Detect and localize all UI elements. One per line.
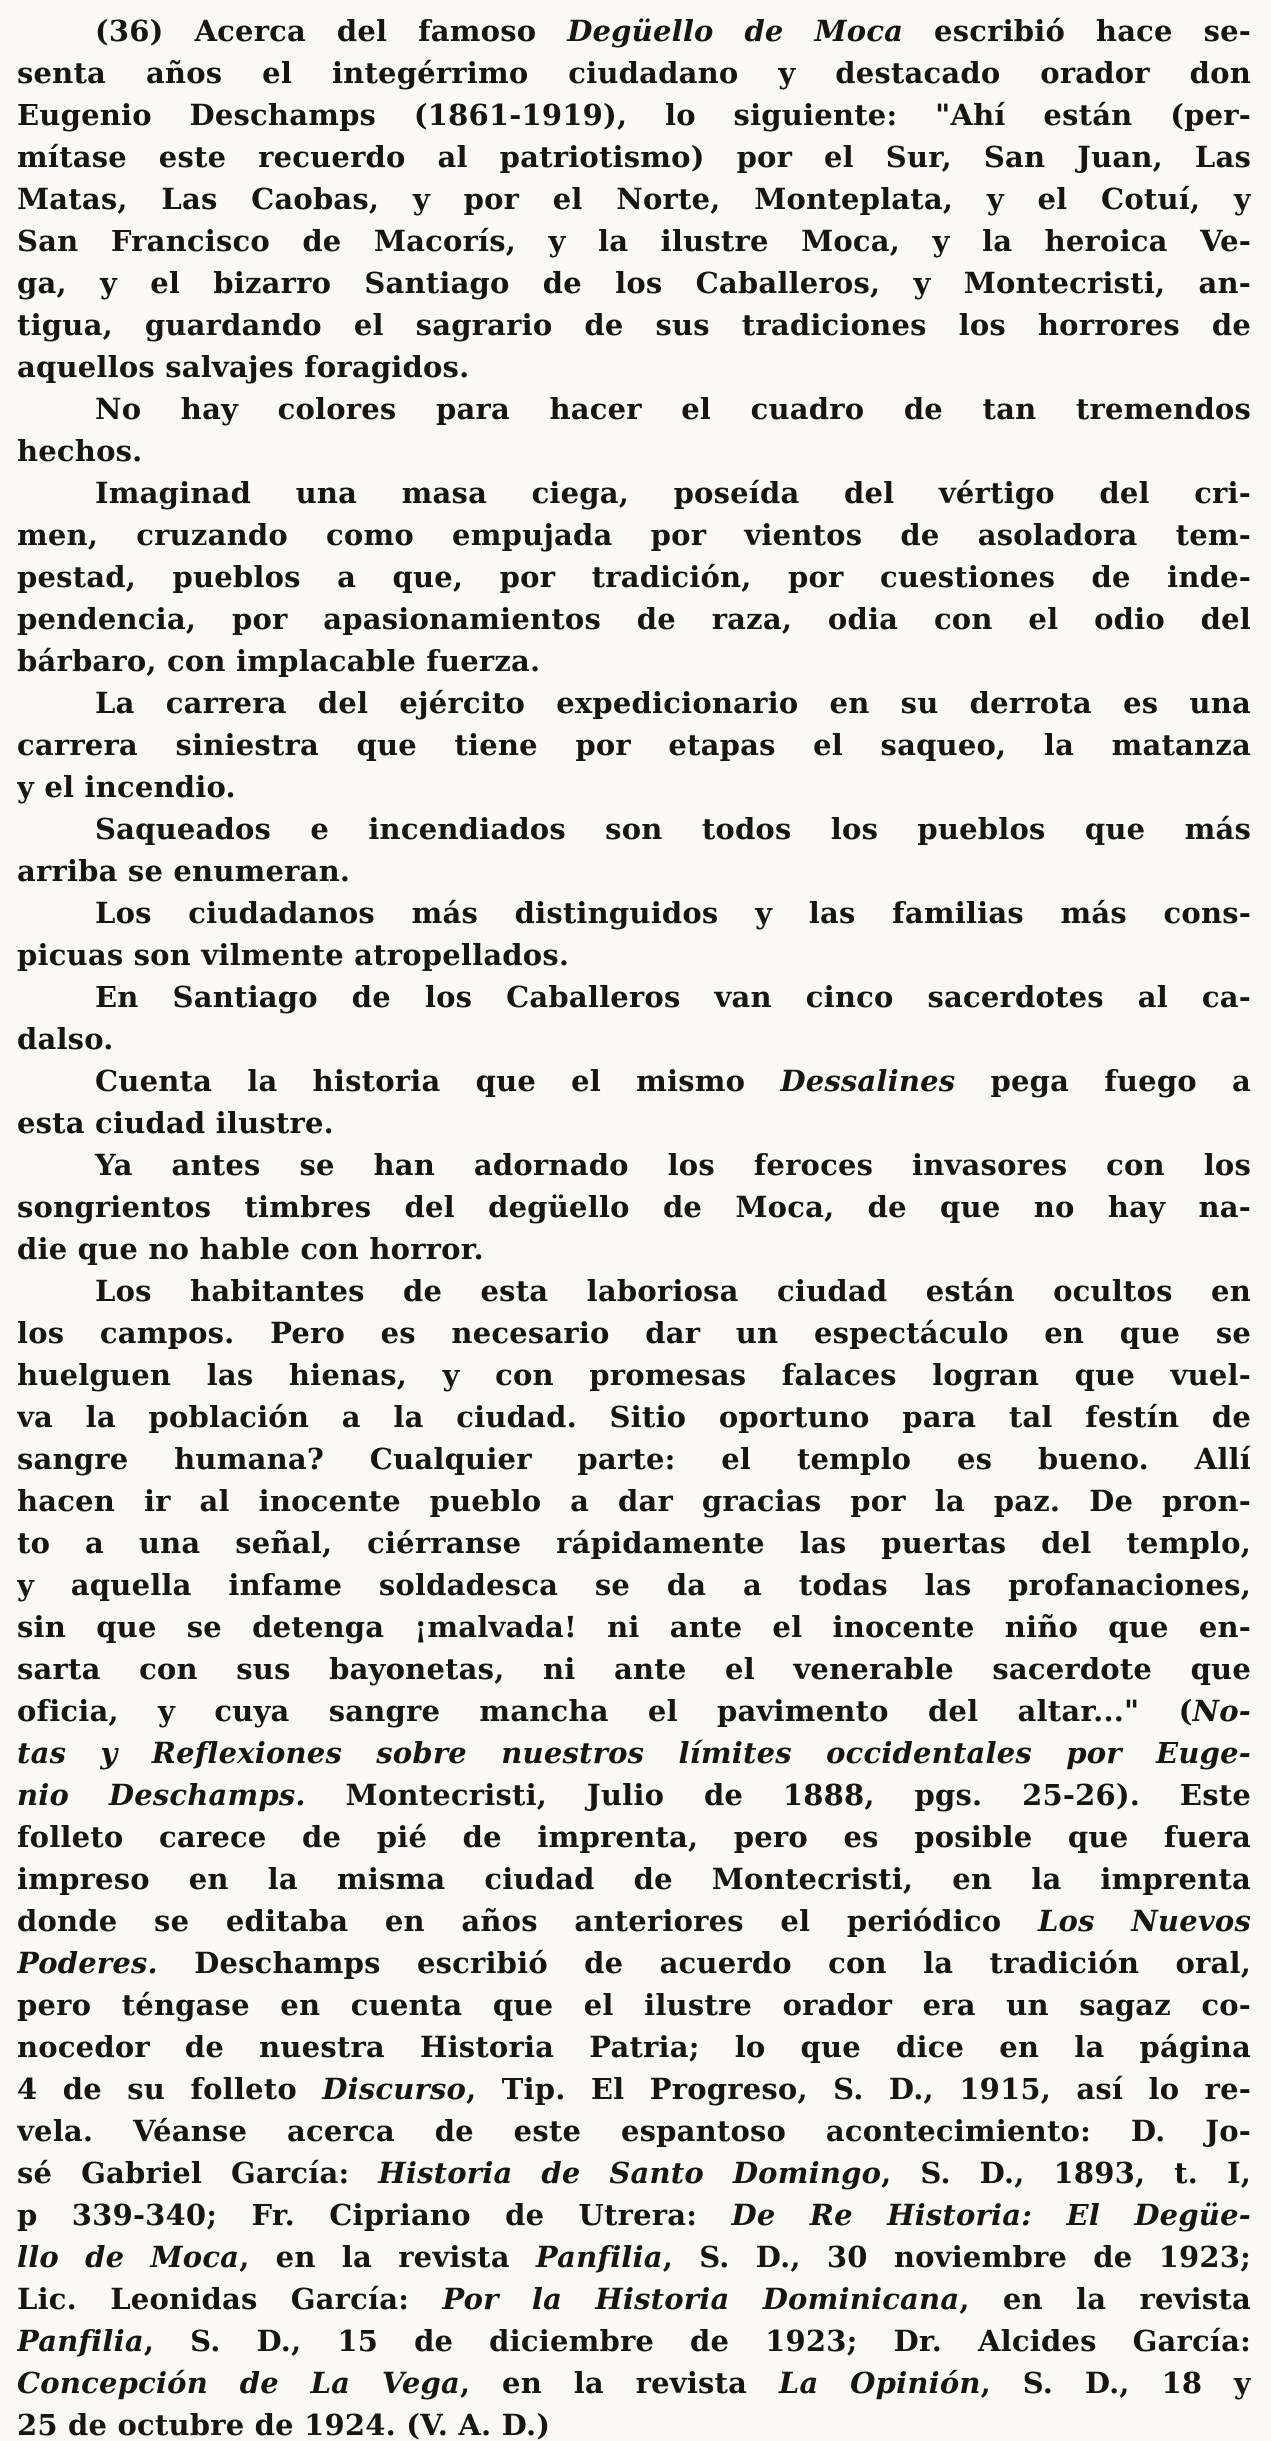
text-line	[17, 724, 1251, 766]
italic-text-segment: Historia de Santo Domingo	[378, 2156, 882, 2190]
text-segment: San Francisco de Macorís, y la ilustre Moca, y la heroica Ve-	[17, 224, 1251, 258]
text-line	[17, 346, 1251, 388]
text-line	[17, 1690, 1251, 1732]
text-line	[17, 2362, 1251, 2404]
text-segment: Lic. Leonidas García:	[17, 2282, 443, 2316]
text-line	[17, 2026, 1251, 2068]
paragraph	[17, 1270, 1251, 2441]
text-segment: No hay colores para hacer el cuadro de tan tremendos	[95, 392, 1251, 426]
paragraph	[17, 1060, 1251, 1144]
text-segment: , en la revista	[460, 2366, 779, 2400]
text-segment: , S. D., 18 y	[980, 2366, 1251, 2400]
text-segment: esta ciudad ilustre.	[17, 1106, 334, 1140]
text-segment: (36) Acerca del famoso	[95, 14, 568, 48]
text-line	[17, 472, 1251, 514]
text-segment: ga, y el bizarro Santiago de los Caballeros, y Montecristi, an-	[17, 266, 1251, 300]
text-line	[17, 1774, 1251, 1816]
text-segment: sin que se detenga ¡malvada! ni ante el inocente niño que en-	[17, 1610, 1251, 1644]
text-line	[17, 2320, 1251, 2362]
text-line	[17, 136, 1251, 178]
text-segment: aquellos salvajes foragidos.	[17, 350, 470, 384]
page-text	[17, 10, 1251, 2441]
text-line	[17, 2194, 1251, 2236]
text-segment: los campos. Pero es necesario dar un espectáculo en que se	[17, 1316, 1251, 1350]
italic-text-segment: Concepción de La Vega	[17, 2366, 461, 2400]
italic-text-segment: Poderes.	[17, 1946, 158, 1980]
text-line	[17, 1732, 1251, 1774]
text-segment: escribió hace se-	[903, 14, 1251, 48]
text-segment: mítase este recuerdo al patriotismo) por el Sur, San Juan, Las	[17, 140, 1251, 174]
paragraph	[17, 10, 1251, 388]
text-line	[17, 640, 1251, 682]
text-segment: , S. D., 1893, t. I,	[881, 2156, 1251, 2190]
text-line	[17, 1396, 1251, 1438]
text-line	[17, 1438, 1251, 1480]
text-segment: La carrera del ejército expedicionario en su derrota es una	[95, 686, 1251, 720]
text-segment: , S. D., 15 de diciembre de 1923; Dr. Alcides García:	[143, 2324, 1251, 2358]
text-segment: oficia, y cuya sangre mancha el pavimento del altar..." (	[17, 1694, 1193, 1728]
text-segment: Ya antes se han adornado los feroces invasores con los	[95, 1148, 1251, 1182]
text-segment: carrera siniestra que tiene por etapas el saqueo, la matanza	[17, 728, 1251, 762]
text-line	[17, 976, 1251, 1018]
text-segment: arriba se enumeran.	[17, 854, 351, 888]
text-segment: dalso.	[17, 1022, 114, 1056]
text-segment: impreso en la misma ciudad de Montecristi, en la imprenta	[17, 1862, 1251, 1896]
text-segment: p 339-340; Fr. Cipriano de Utrera:	[17, 2198, 732, 2232]
italic-text-segment: nio Deschamps.	[17, 1778, 306, 1812]
text-segment: Deschamps escribió de acuerdo con la tradición oral,	[157, 1946, 1251, 1980]
italic-text-segment: Panfilia	[17, 2324, 144, 2358]
text-segment: tigua, guardando el sagrario de sus tradiciones los horrores de	[17, 308, 1251, 342]
text-line	[17, 1060, 1251, 1102]
text-segment: y el incendio.	[17, 770, 236, 804]
text-line	[17, 808, 1251, 850]
italic-text-segment: tas y Reflexiones sobre nuestros límites occidentales por Euge-	[17, 1736, 1251, 1770]
paragraph	[17, 892, 1251, 976]
text-segment: Los ciudadanos más distinguidos y las familias más cons-	[95, 896, 1251, 930]
paragraph	[17, 682, 1251, 808]
text-line	[17, 850, 1251, 892]
text-line	[17, 1606, 1251, 1648]
text-segment: die que no hable con horror.	[17, 1232, 484, 1266]
text-segment: 25 de octubre de 1924. (V. A. D.)	[17, 2408, 551, 2441]
text-line	[17, 10, 1251, 52]
text-line	[17, 1312, 1251, 1354]
text-segment: hacen ir al inocente pueblo a dar gracias por la paz. De pron-	[17, 1484, 1251, 1518]
text-line	[17, 94, 1251, 136]
text-line	[17, 388, 1251, 430]
text-line	[17, 1480, 1251, 1522]
text-line	[17, 1648, 1251, 1690]
text-line	[17, 304, 1251, 346]
text-segment: folleto carece de pié de imprenta, pero es posible que fuera	[17, 1820, 1251, 1854]
text-segment: hechos.	[17, 434, 143, 468]
text-line	[17, 1564, 1251, 1606]
paragraph	[17, 808, 1251, 892]
text-line	[17, 1228, 1251, 1270]
text-segment: , en la revista	[959, 2282, 1251, 2316]
text-line	[17, 1816, 1251, 1858]
text-segment: Imaginad una masa ciega, poseída del vértigo del cri-	[95, 476, 1251, 510]
text-line	[17, 892, 1251, 934]
italic-text-segment: llo de Moca	[17, 2240, 240, 2274]
text-line	[17, 2236, 1251, 2278]
text-segment: Matas, Las Caobas, y por el Norte, Monteplata, y el Cotuí, y	[17, 182, 1251, 216]
italic-text-segment: Dessalines	[780, 1064, 956, 1098]
text-line	[17, 2110, 1251, 2152]
text-line	[17, 2404, 1251, 2441]
text-segment: y aquella infame soldadesca se da a todas las profanaciones,	[17, 1568, 1251, 1602]
text-line	[17, 934, 1251, 976]
text-segment: picuas son vilmente atropellados.	[17, 938, 570, 972]
text-line	[17, 1270, 1251, 1312]
text-segment: Cuenta la historia que el mismo	[95, 1064, 781, 1098]
paragraph	[17, 976, 1251, 1060]
italic-text-segment: Degüello de Moca	[567, 14, 904, 48]
paragraph	[17, 1144, 1251, 1270]
text-segment: Montecristi, Julio de 1888, pgs. 25-26). Este	[305, 1778, 1251, 1812]
text-segment: Los habitantes de esta laboriosa ciudad están ocultos en	[95, 1274, 1251, 1308]
italic-text-segment: Panfilia	[535, 2240, 663, 2274]
text-segment: 4 de su folleto	[17, 2072, 323, 2106]
text-segment: sangre humana? Cualquier parte: el templo es bueno. Allí	[17, 1442, 1251, 1476]
italic-text-segment: No-	[1192, 1694, 1251, 1728]
text-line	[17, 52, 1251, 94]
text-segment: bárbaro, con implacable fuerza.	[17, 644, 541, 678]
paragraph	[17, 472, 1251, 682]
italic-text-segment: Discurso	[322, 2072, 467, 2106]
text-line	[17, 2278, 1251, 2320]
text-segment: pestad, pueblos a que, por tradición, por cuestiones de inde-	[17, 560, 1251, 594]
text-line	[17, 598, 1251, 640]
text-segment: En Santiago de los Caballeros van cinco sacerdotes al ca-	[95, 980, 1251, 1014]
text-line	[17, 262, 1251, 304]
text-line	[17, 682, 1251, 724]
text-line	[17, 1900, 1251, 1942]
text-line	[17, 1144, 1251, 1186]
text-segment: vela. Véanse acerca de este espantoso acontecimiento: D. Jo-	[17, 2114, 1251, 2148]
text-segment: donde se editaba en años anteriores el periódico	[17, 1904, 1038, 1938]
text-line	[17, 766, 1251, 808]
text-segment: pega fuego a	[955, 1064, 1251, 1098]
text-line	[17, 430, 1251, 472]
text-line	[17, 1018, 1251, 1060]
text-line	[17, 2152, 1251, 2194]
italic-text-segment: Los Nuevos	[1037, 1904, 1251, 1938]
text-line	[17, 1858, 1251, 1900]
text-segment: Eugenio Deschamps (1861-1919), lo siguiente: "Ahí están (per-	[17, 98, 1251, 132]
text-line	[17, 1984, 1251, 2026]
text-segment: men, cruzando como empujada por vientos de asoladora tem-	[17, 518, 1251, 552]
text-segment: pendencia, por apasionamientos de raza, odia con el odio del	[17, 602, 1251, 636]
text-line	[17, 1102, 1251, 1144]
text-segment: Saqueados e incendiados son todos los pueblos que más	[95, 812, 1251, 846]
text-segment: senta años el integérrimo ciudadano y destacado orador don	[17, 56, 1251, 90]
text-line	[17, 514, 1251, 556]
italic-text-segment: De Re Historia: El Degüe-	[731, 2198, 1251, 2232]
text-line	[17, 556, 1251, 598]
text-line	[17, 178, 1251, 220]
text-segment: to a una señal, ciérranse rápidamente las puertas del templo,	[17, 1526, 1251, 1560]
text-segment: pero téngase en cuenta que el ilustre orador era un sagaz co-	[17, 1988, 1251, 2022]
italic-text-segment: La Opinión	[778, 2366, 981, 2400]
text-segment: sarta con sus bayonetas, ni ante el venerable sacerdote que	[17, 1652, 1251, 1686]
text-segment: , Tip. El Progreso, S. D., 1915, así lo re-	[466, 2072, 1251, 2106]
text-segment: huelguen las hienas, y con promesas falaces logran que vuel-	[17, 1358, 1251, 1392]
italic-text-segment: Por la Historia Dominicana	[442, 2282, 960, 2316]
text-segment: nocedor de nuestra Historia Patria; lo que dice en la página	[17, 2030, 1251, 2064]
text-line	[17, 1942, 1251, 1984]
text-line	[17, 1186, 1251, 1228]
text-segment: sé Gabriel García:	[17, 2156, 379, 2190]
paragraph	[17, 388, 1251, 472]
text-line	[17, 2068, 1251, 2110]
text-line	[17, 220, 1251, 262]
text-line	[17, 1522, 1251, 1564]
text-segment: songrientos timbres del degüello de Moca, de que no hay na-	[17, 1190, 1251, 1224]
text-segment: va la población a la ciudad. Sitio oportuno para tal festín de	[17, 1400, 1251, 1434]
text-segment: , en la revista	[239, 2240, 536, 2274]
text-line	[17, 1354, 1251, 1396]
text-segment: , S. D., 30 noviembre de 1923;	[662, 2240, 1251, 2274]
